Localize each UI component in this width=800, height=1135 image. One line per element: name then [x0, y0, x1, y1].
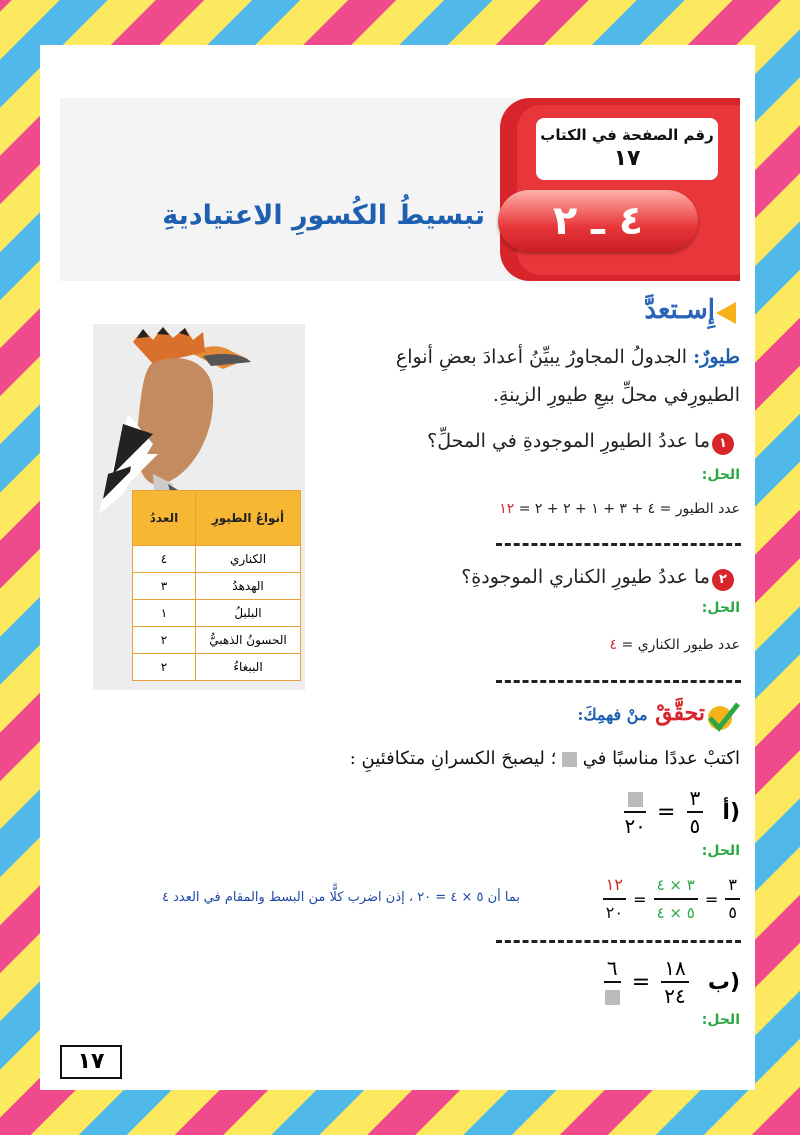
- equals-sign: =: [631, 969, 651, 995]
- check-heading-main: تحقَّقْ: [655, 700, 705, 726]
- lesson-number: ٤ ـ ٢: [498, 190, 698, 252]
- fraction-denominator: ٢٠: [605, 903, 623, 922]
- check-heading-sub: منْ فهمِكَ:: [577, 705, 648, 724]
- item-a-equation: [500, 785, 740, 839]
- table-cell-count: ٢: [133, 627, 196, 654]
- question-2-answer: [380, 637, 740, 653]
- divider: [496, 543, 741, 546]
- equals-sign: =: [633, 889, 647, 909]
- lesson-title: تبسيطُ الكُسورِ الاعتياديةِ: [162, 200, 485, 231]
- instruction-before: اكتبْ عددًا مناسبًا في: [582, 748, 740, 769]
- intro-text: الجدولُ المجاورُ يبيِّنُ أعدادَ بعضِ أنواعِ الطيورِفي محلِّ بيعِ طيورِ الزينةِ.: [395, 346, 740, 406]
- fraction-numerator: [624, 785, 645, 813]
- equals-sign: =: [704, 889, 719, 909]
- answer-value: ١٢: [499, 501, 515, 517]
- book-page-label: رقم الصفحة في الكتاب: [540, 126, 714, 144]
- table-header-type: أنواعُ الطيورِ: [196, 491, 301, 546]
- given-fraction: [661, 955, 688, 1009]
- answer-value: ٤: [609, 637, 618, 653]
- learn-arrow-icon: [716, 302, 736, 324]
- table-cell-type: الحسونُ الذهبيُّ: [196, 627, 301, 654]
- fraction-denominator: ٥ × ٤: [656, 904, 695, 922]
- answer-expression: عدد الطيور = ٤ + ٣ + ١ + ٢ + ٢ =: [518, 501, 740, 517]
- check-heading: [565, 700, 705, 726]
- equals-sign: =: [657, 799, 676, 825]
- question-2-text: ما عددُ طيورِ الكناري الموجودةِ؟: [461, 566, 710, 588]
- divider: [496, 940, 741, 943]
- table-cell-count: ١: [133, 600, 196, 627]
- blank-square-icon: [605, 990, 620, 1005]
- bird-table: [132, 490, 301, 681]
- fraction-numerator: ٦: [604, 955, 621, 983]
- item-label: أ): [722, 799, 740, 825]
- item-label: ب): [707, 969, 740, 995]
- intro-keyword: طيورٌ:: [693, 346, 740, 368]
- table-row: [133, 627, 301, 654]
- table-cell-type: الببغاءُ: [196, 654, 301, 681]
- table-cell-type: البلبلُ: [196, 600, 301, 627]
- table-cell-type: الكناري: [196, 546, 301, 573]
- book-page-number: ١٧: [613, 146, 641, 171]
- fraction-denominator: ٥: [728, 903, 737, 922]
- fraction-numerator: ١٨: [661, 955, 688, 983]
- table-row: [133, 546, 301, 573]
- result-fraction: [603, 872, 626, 926]
- solution-label: الحل:: [701, 1012, 740, 1028]
- check-instruction: [300, 748, 740, 769]
- blank-square-icon: [628, 792, 643, 807]
- book-page-box: [536, 118, 718, 180]
- solution-label: الحل:: [701, 600, 740, 616]
- unknown-fraction: [604, 955, 621, 1009]
- fraction-numerator: ١٢: [603, 872, 626, 900]
- question-number-badge: ٢: [712, 569, 734, 591]
- fraction-denominator: ٥: [689, 814, 701, 838]
- multiplied-fraction: [654, 872, 698, 926]
- answer-expression: عدد طيور الكناري =: [621, 637, 740, 653]
- item-b-equation: [500, 955, 740, 1009]
- fraction-denominator: ٢٠: [624, 814, 646, 838]
- blank-square-icon: [562, 752, 577, 767]
- instruction-after: ؛ ليصبحَ الكسرانِ متكافئينِ :: [349, 748, 557, 769]
- table-header-count: العددُ: [133, 491, 196, 546]
- check-mark-icon: [706, 702, 740, 736]
- solution-label: الحل:: [701, 843, 740, 859]
- question-1-answer: [380, 501, 740, 517]
- table-row: [133, 600, 301, 627]
- table-row: [133, 573, 301, 600]
- table-row: [133, 654, 301, 681]
- page-number: ١٧: [60, 1045, 122, 1079]
- table-cell-type: الهدهدُ: [196, 573, 301, 600]
- table-cell-count: ٢: [133, 654, 196, 681]
- unknown-fraction: [624, 785, 645, 839]
- table-cell-count: ٤: [133, 546, 196, 573]
- fraction-numerator: ٣: [725, 872, 740, 900]
- question-1-text: ما عددُ الطيورِ الموجودةِ في المحلِّ؟: [427, 430, 710, 452]
- divider: [496, 680, 741, 683]
- given-fraction: [687, 785, 704, 839]
- fraction-numerator: ٣ × ٤: [654, 872, 698, 900]
- intro-paragraph: [370, 338, 740, 414]
- table-cell-count: ٣: [133, 573, 196, 600]
- learn-heading: إِسـتعدَّ: [644, 295, 715, 325]
- fraction-denominator: ٢٤: [664, 984, 686, 1008]
- solution-a-equation: [560, 872, 740, 926]
- solution-label: الحل:: [701, 467, 740, 483]
- solution-a-explanation: بما أن ٥ × ٤ = ٢٠ ، إذن اضرب كلًّا من البسط والمقام في العدد ٤: [161, 890, 520, 905]
- given-fraction: [725, 872, 740, 926]
- fraction-numerator: ٣: [687, 785, 704, 813]
- question-number-badge: ١: [712, 433, 734, 455]
- fraction-denominator: [604, 983, 621, 1009]
